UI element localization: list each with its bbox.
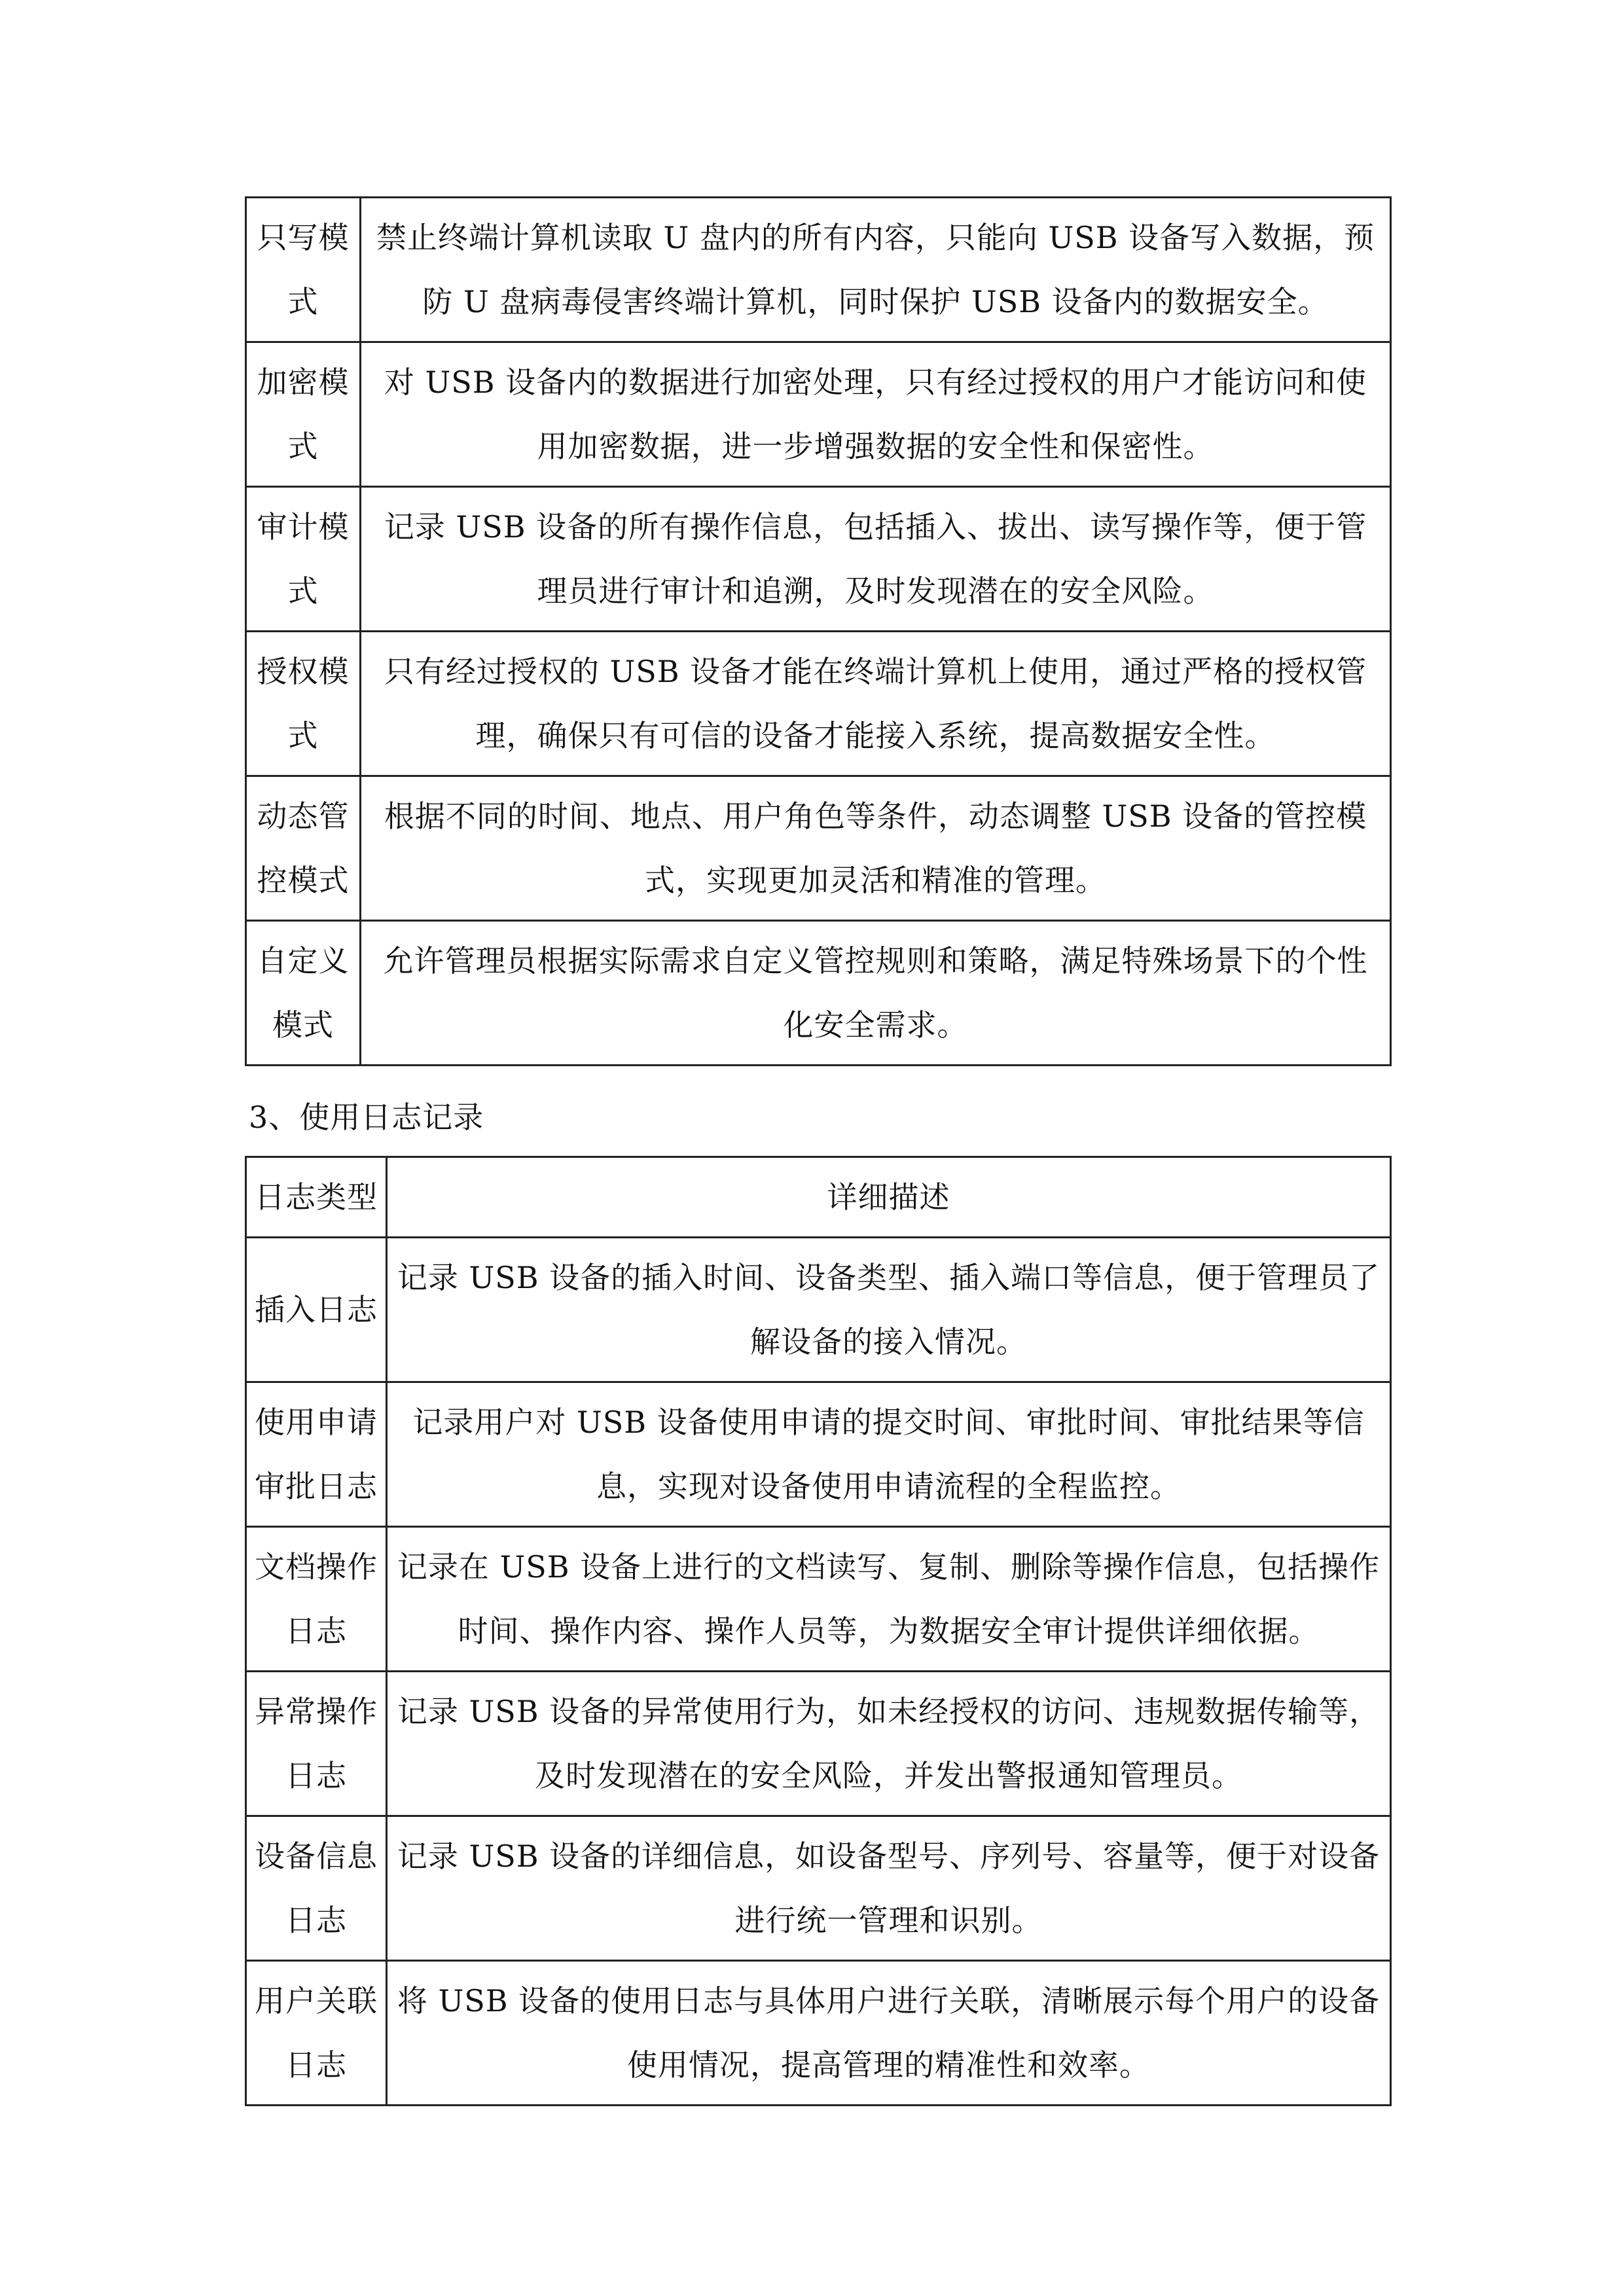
log-description-cell: 记录 USB 设备的插入时间、设备类型、插入端口等信息，便于管理员了解设备的接入情况。 bbox=[387, 1238, 1391, 1382]
column-header-log-type: 日志类型 bbox=[246, 1157, 387, 1238]
log-type-cell: 异常操作日志 bbox=[246, 1672, 387, 1816]
section-heading: 3、使用日志记录 bbox=[249, 1100, 484, 1135]
table-row bbox=[246, 1672, 1391, 1816]
mode-description-cell: 根据不同的时间、地点、用户角色等条件，动态调整 USB 设备的管控模式，实现更加灵活和精准的管理。 bbox=[361, 776, 1391, 921]
table-header-row bbox=[246, 1157, 1391, 1238]
table-row bbox=[246, 1382, 1391, 1527]
usb-control-modes-table bbox=[245, 196, 1392, 1066]
log-type-cell: 插入日志 bbox=[246, 1238, 387, 1382]
log-description-cell: 记录 USB 设备的详细信息，如设备型号、序列号、容量等，便于对设备进行统一管理和识别。 bbox=[387, 1816, 1391, 1961]
mode-name-cell: 动态管控模式 bbox=[246, 776, 361, 921]
table-row bbox=[246, 921, 1391, 1066]
table-row bbox=[246, 1961, 1391, 2106]
table-row bbox=[246, 487, 1391, 632]
log-type-cell: 文档操作日志 bbox=[246, 1527, 387, 1672]
mode-name-cell: 审计模式 bbox=[246, 487, 361, 632]
mode-description-cell: 记录 USB 设备的所有操作信息，包括插入、拔出、读写操作等，便于管理员进行审计和追溯，及时发现潜在的安全风险。 bbox=[361, 487, 1391, 632]
log-description-cell: 记录 USB 设备的异常使用行为，如未经授权的访问、违规数据传输等，及时发现潜在的安全风险，并发出警报通知管理员。 bbox=[387, 1672, 1391, 1816]
mode-name-cell: 自定义模式 bbox=[246, 921, 361, 1066]
mode-description-cell: 禁止终端计算机读取 U 盘内的所有内容，只能向 USB 设备写入数据，预防 U 盘病毒侵害终端计算机，同时保护 USB 设备内的数据安全。 bbox=[361, 198, 1391, 342]
table-row bbox=[246, 776, 1391, 921]
log-type-cell: 用户关联日志 bbox=[246, 1961, 387, 2106]
table-row bbox=[246, 198, 1391, 342]
usage-log-table bbox=[245, 1156, 1392, 2106]
log-description-cell: 记录在 USB 设备上进行的文档读写、复制、删除等操作信息，包括操作时间、操作内容、操作人员等，为数据安全审计提供详细依据。 bbox=[387, 1527, 1391, 1672]
log-description-cell: 记录用户对 USB 设备使用申请的提交时间、审批时间、审批结果等信息，实现对设备使用申请流程的全程监控。 bbox=[387, 1382, 1391, 1527]
mode-name-cell: 授权模式 bbox=[246, 632, 361, 776]
table-row bbox=[246, 1816, 1391, 1961]
mode-description-cell: 对 USB 设备内的数据进行加密处理，只有经过授权的用户才能访问和使用加密数据，进一步增强数据的安全性和保密性。 bbox=[361, 342, 1391, 487]
table-row bbox=[246, 632, 1391, 776]
mode-name-cell: 加密模式 bbox=[246, 342, 361, 487]
mode-name-cell: 只写模式 bbox=[246, 198, 361, 342]
log-type-cell: 设备信息日志 bbox=[246, 1816, 387, 1961]
table-row bbox=[246, 1527, 1391, 1672]
log-description-cell: 将 USB 设备的使用日志与具体用户进行关联，清晰展示每个用户的设备使用情况，提高管理的精准性和效率。 bbox=[387, 1961, 1391, 2106]
table-row bbox=[246, 1238, 1391, 1382]
mode-description-cell: 只有经过授权的 USB 设备才能在终端计算机上使用，通过严格的授权管理，确保只有可信的设备才能接入系统，提高数据安全性。 bbox=[361, 632, 1391, 776]
table-row bbox=[246, 342, 1391, 487]
column-header-description: 详细描述 bbox=[387, 1157, 1391, 1238]
log-type-cell: 使用申请审批日志 bbox=[246, 1382, 387, 1527]
mode-description-cell: 允许管理员根据实际需求自定义管控规则和策略，满足特殊场景下的个性化安全需求。 bbox=[361, 921, 1391, 1066]
